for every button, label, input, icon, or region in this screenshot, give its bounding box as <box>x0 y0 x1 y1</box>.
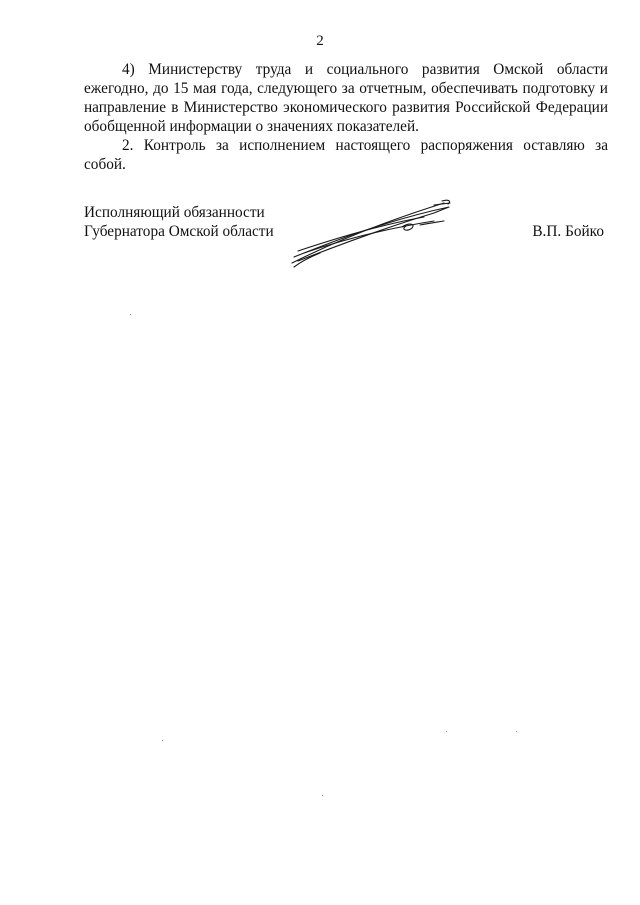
scan-speck <box>322 795 323 796</box>
signatory-name: В.П. Бойко <box>532 223 604 240</box>
paragraph-item-2: 2. Контроль за исполнением настоящего распоряжения оставляю за собой. <box>84 137 608 173</box>
document-body <box>84 60 608 174</box>
page-number: 2 <box>316 33 324 49</box>
paragraph-item-4: 4) Министерству труда и социального развития Омской области ежегодно, до 15 мая года, следующего за отчетным, обеспечивать подготовку и направление в Министерство экономического развития Российской Федерации обобщенной информации о значениях показателей. <box>84 61 608 135</box>
scan-speck <box>130 314 131 315</box>
scan-speck <box>516 731 517 732</box>
signatory-position-line-1: Исполняющий обязанности <box>84 204 265 221</box>
scan-speck <box>446 731 447 732</box>
signatory-position-line-2: Губернатора Омской области <box>84 223 274 240</box>
handwritten-signature <box>284 195 464 275</box>
signature-block <box>84 203 608 283</box>
scan-speck <box>162 740 163 741</box>
signatory-position <box>84 203 274 241</box>
